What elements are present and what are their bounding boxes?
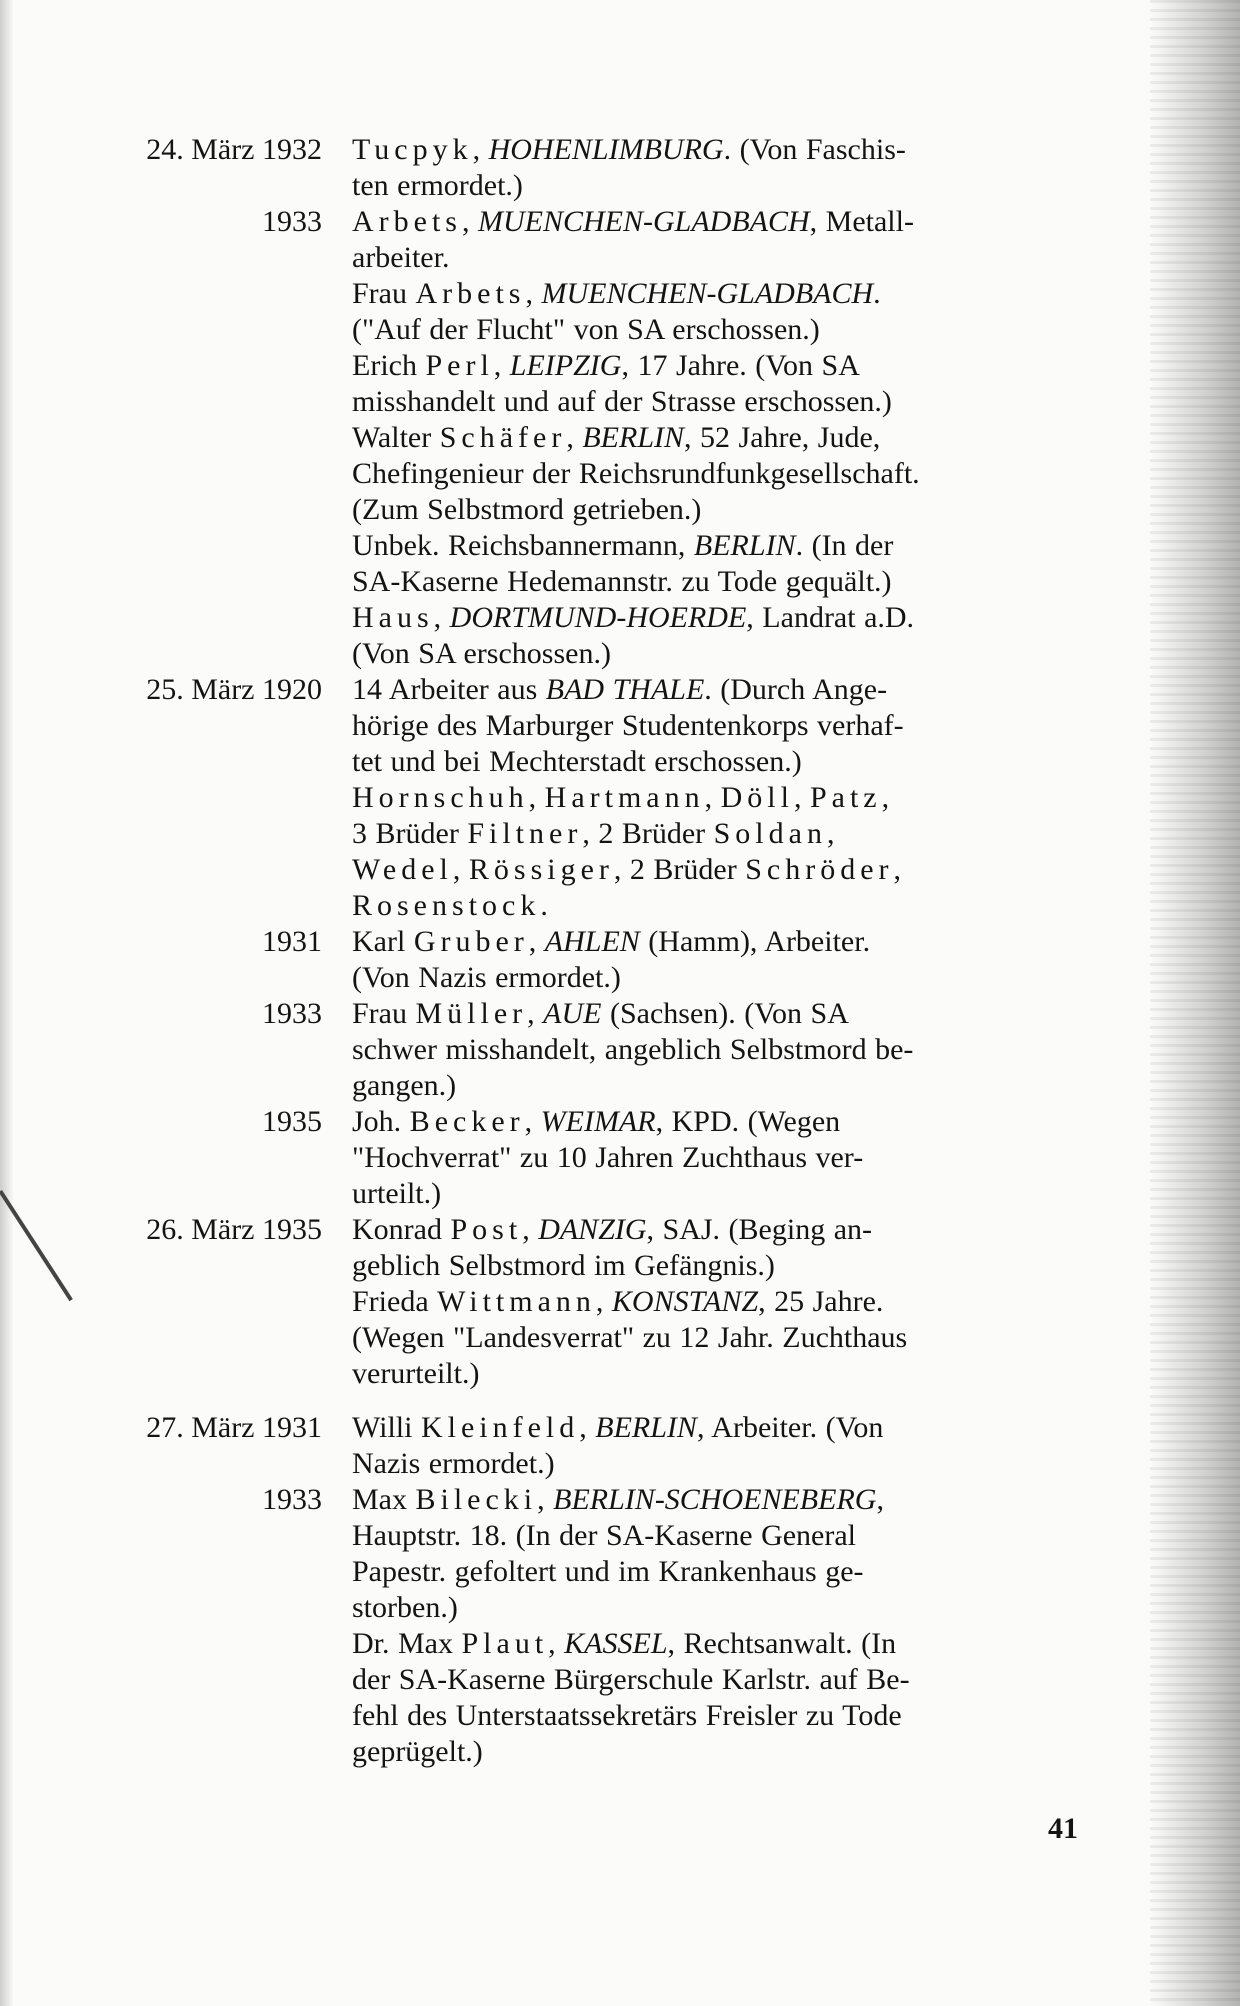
text-segment: Walter <box>352 421 440 454</box>
entry-text-line <box>352 456 1072 492</box>
entry-text-line <box>352 1140 1072 1176</box>
place-name: BERLIN-SCHOENEBERG <box>553 1483 877 1516</box>
text-segment: , Arbeiter. (Von <box>696 1411 884 1444</box>
place-name: LEIPZIG <box>509 349 622 382</box>
person-name: Arbets <box>415 277 526 310</box>
person-name: Bilecki <box>415 1483 538 1516</box>
text-segment: , Rechtsanwalt. (In <box>667 1627 897 1660</box>
place-name: DORTMUND-HOERDE <box>449 601 747 634</box>
place-name: HOHENLIMBURG <box>488 133 724 166</box>
place-name: BERLIN <box>693 529 796 562</box>
text-segment: , <box>579 1411 596 1444</box>
text-segment: , <box>566 421 583 454</box>
text-segment: , <box>528 781 545 814</box>
person-name: Becker <box>409 1105 525 1138</box>
entry-text-line <box>352 564 1072 600</box>
place-name: BERLIN <box>595 1411 697 1444</box>
entry-text-line <box>352 240 1072 276</box>
text-segment: tet und bei Mechterstadt erschossen.) <box>352 745 802 778</box>
place-name: WEIMAR <box>540 1105 656 1138</box>
entry-text-line <box>352 492 1072 528</box>
person-name: Filtner <box>467 817 583 850</box>
entry-text-line <box>352 1032 1072 1068</box>
text-segment: (Sachsen). (Von SA <box>601 997 849 1030</box>
text-segment: , SAJ. (Beging an- <box>646 1213 873 1246</box>
entry-text-line <box>352 888 1072 924</box>
entry-text-line <box>352 204 1072 240</box>
entry-text-line <box>352 672 1072 708</box>
entry-text-line <box>352 132 1072 168</box>
entry-date: 25. März 1920 <box>146 673 322 706</box>
entry-text-line <box>352 528 1072 564</box>
entry-text-line <box>352 168 1072 204</box>
text-segment: , Landrat a.D. <box>746 601 915 634</box>
place-name: DANZIG <box>538 1213 647 1246</box>
text-segment: SA-Kaserne Hedemannstr. zu Tode gequält.) <box>352 565 892 598</box>
text-segment: Dr. Max <box>352 1627 462 1660</box>
text-segment: Frau <box>352 277 416 310</box>
text-segment: (Wegen "Landesverrat" zu 12 Jahr. Zuchthaus <box>352 1321 908 1354</box>
entry-text-line <box>352 1284 1072 1320</box>
text-segment: urteilt.) <box>352 1177 442 1210</box>
text-segment: (Von Nazis ermordet.) <box>352 961 621 994</box>
text-segment: , 2 Brüder <box>613 853 746 886</box>
entry-date: 1933 <box>262 205 322 238</box>
entry-date: 1933 <box>262 997 322 1030</box>
text-segment: , <box>528 925 545 958</box>
entry-text-line <box>352 348 1072 384</box>
text-segment: , <box>793 781 810 814</box>
entry-text-line <box>352 1212 1072 1248</box>
entry-text-line <box>352 1068 1072 1104</box>
text-segment: ("Auf der Flucht" von SA erschossen.) <box>352 313 820 346</box>
text-segment: 3 Brüder <box>352 817 468 850</box>
text-segment: ten ermordet.) <box>352 169 523 202</box>
entry-text-line <box>352 276 1072 312</box>
person-name: Post <box>450 1213 523 1246</box>
entry-text-line <box>352 1248 1072 1284</box>
text-segment: (Von SA erschossen.) <box>352 637 611 670</box>
entry-text-line <box>352 312 1072 348</box>
person-name: Tucpyk <box>352 133 473 166</box>
place-name: AUE <box>543 997 602 1030</box>
text-segment: , <box>452 853 469 886</box>
text-segment: (Hamm), Arbeiter. <box>639 925 871 958</box>
text-segment: . <box>873 277 881 310</box>
entry-text-line <box>352 420 1072 456</box>
person-name: Plaut <box>461 1627 549 1660</box>
entry-text-line <box>352 1410 1072 1446</box>
text-segment: Joh. <box>352 1105 410 1138</box>
person-name: Soldan <box>713 817 827 850</box>
person-name: Rössiger <box>468 853 614 886</box>
text-segment: , <box>893 853 901 886</box>
text-segment: , 17 Jahre. (Von SA <box>621 349 860 382</box>
text-segment: , <box>527 997 544 1030</box>
entry-text-line <box>352 708 1072 744</box>
text-segment: , <box>595 1285 612 1318</box>
text-segment: , Metall- <box>809 205 914 238</box>
text-segment: . (Von Faschis- <box>723 133 906 166</box>
entry-text-line <box>352 924 1072 960</box>
text-segment: , 25 Jahre. <box>758 1285 884 1318</box>
text-segment: , <box>433 601 450 634</box>
entry-date: 1933 <box>262 1483 322 1516</box>
entry-text-line <box>352 1518 1072 1554</box>
text-segment: , <box>472 133 489 166</box>
person-name: Wittmann <box>437 1285 596 1318</box>
place-name: AHLEN <box>544 925 640 958</box>
text-segment: , <box>524 1105 541 1138</box>
place-name: MUENCHEN-GLADBACH <box>477 205 810 238</box>
text-segment: "Hochverrat" zu 10 Jahren Zuchthaus ver- <box>352 1141 864 1174</box>
text-segment: (Zum Selbstmord getrieben.) <box>352 493 702 526</box>
text-segment: Frieda <box>352 1285 438 1318</box>
text-segment: . <box>540 889 548 922</box>
page-left-shadow <box>0 0 14 2006</box>
text-segment: , <box>704 781 721 814</box>
entry-date: 1935 <box>262 1105 322 1138</box>
text-segment: , <box>881 781 890 814</box>
entry-text-line <box>352 1356 1072 1392</box>
text-segment: Chefingenieur der Reichsrundfunkgesellschaft. <box>352 457 920 490</box>
text-segment: , <box>525 277 542 310</box>
text-segment: geblich Selbstmord im Gefängnis.) <box>352 1249 775 1282</box>
text-segment: Konrad <box>352 1213 451 1246</box>
text-segment: . (In der <box>795 529 894 562</box>
entry-text-line <box>352 1662 1072 1698</box>
text-segment: , <box>522 1213 539 1246</box>
text-segment: , 2 Brüder <box>582 817 714 850</box>
text-segment: Papestr. gefoltert und im Krankenhaus ge- <box>352 1555 864 1588</box>
text-segment: Unbek. Reichsbannermann, <box>352 529 694 562</box>
text-segment: Max <box>352 1483 416 1516</box>
page-number: 41 <box>1048 1812 1078 1845</box>
text-segment: Hauptstr. 18. (In der SA-Kaserne General <box>352 1519 856 1552</box>
entry-text-line <box>352 1104 1072 1140</box>
person-name: Schäfer <box>439 421 567 454</box>
entry-date: 26. März 1935 <box>146 1213 322 1246</box>
entry-text-line <box>352 1176 1072 1212</box>
person-name: Patz <box>809 781 882 814</box>
person-name: Haus <box>352 601 434 634</box>
person-name: Arbets <box>352 205 462 238</box>
person-name: Hornschuh <box>352 781 529 814</box>
text-segment: Nazis ermordet.) <box>352 1447 555 1480</box>
place-name: BAD THALE <box>545 673 705 706</box>
text-segment: Erich <box>352 349 426 382</box>
text-segment: , KPD. (Wegen <box>655 1105 841 1138</box>
text-segment: verurteilt.) <box>352 1357 480 1390</box>
person-name: Hartmann <box>544 781 705 814</box>
entry-text-line <box>352 780 1072 816</box>
entry-text-line <box>352 1734 1072 1770</box>
entry-text-line <box>352 960 1072 996</box>
entry-text-line <box>352 1626 1072 1662</box>
person-name: Rosenstock <box>352 889 541 922</box>
text-segment: fehl des Unterstaatssekretärs Freisler zu Tode <box>352 1699 902 1732</box>
entry-text-line <box>352 636 1072 672</box>
entry-date: 24. März 1932 <box>146 133 322 166</box>
entry-text-line <box>352 384 1072 420</box>
text-segment: , 52 Jahre, Jude, <box>684 421 881 454</box>
text-segment: hörige des Marburger Studentenkorps verhaf- <box>352 709 904 742</box>
entry-date: 27. März 1931 <box>146 1411 322 1444</box>
entry-text-line <box>352 600 1072 636</box>
entry-text-line <box>352 816 1072 852</box>
text-segment: arbeiter. <box>352 241 450 274</box>
person-name: Gruber <box>413 925 529 958</box>
entry-text-line <box>352 1590 1072 1626</box>
text-segment: gangen.) <box>352 1069 457 1102</box>
place-name: MUENCHEN-GLADBACH <box>541 277 874 310</box>
text-segment: 14 Arbeiter aus <box>352 673 546 706</box>
entry-text-line <box>352 744 1072 780</box>
text-segment: schwer misshandelt, angeblich Selbstmord be- <box>352 1033 914 1066</box>
page-right-edge-noise <box>1150 0 1240 2006</box>
person-name: Perl <box>425 349 494 382</box>
entry-text-line <box>352 1446 1072 1482</box>
text-segment: , <box>876 1483 884 1516</box>
text-segment: storben.) <box>352 1591 458 1624</box>
place-name: BERLIN <box>582 421 685 454</box>
person-name: Müller <box>415 997 528 1030</box>
text-segment: , <box>826 817 835 850</box>
text-segment: Karl <box>352 925 414 958</box>
text-segment: geprügelt.) <box>352 1735 483 1768</box>
place-name: KASSEL <box>564 1627 668 1660</box>
text-segment: , <box>537 1483 554 1516</box>
entry-text-line <box>352 996 1072 1032</box>
text-segment: , <box>493 349 510 382</box>
entry-text-line <box>352 1554 1072 1590</box>
entry-text-line <box>352 852 1072 888</box>
text-segment: misshandelt und auf der Strasse erschossen.) <box>352 385 892 418</box>
entry-text-line <box>352 1482 1072 1518</box>
text-segment: , <box>461 205 478 238</box>
text-segment: . (Durch Ange- <box>704 673 888 706</box>
person-name: Döll <box>720 781 794 814</box>
text-segment: , <box>548 1627 565 1660</box>
text-segment: Willi <box>352 1411 421 1444</box>
text-segment: Frau <box>352 997 416 1030</box>
person-name: Schröder <box>745 853 894 886</box>
place-name: KONSTANZ <box>611 1285 759 1318</box>
entry-date: 1931 <box>262 925 322 958</box>
entry-text-line <box>352 1698 1072 1734</box>
text-segment: der SA-Kaserne Bürgerschule Karlstr. auf Be- <box>352 1663 910 1696</box>
entry-text-line <box>352 1320 1072 1356</box>
person-name: Wedel <box>352 853 453 886</box>
person-name: Kleinfeld <box>420 1411 580 1444</box>
